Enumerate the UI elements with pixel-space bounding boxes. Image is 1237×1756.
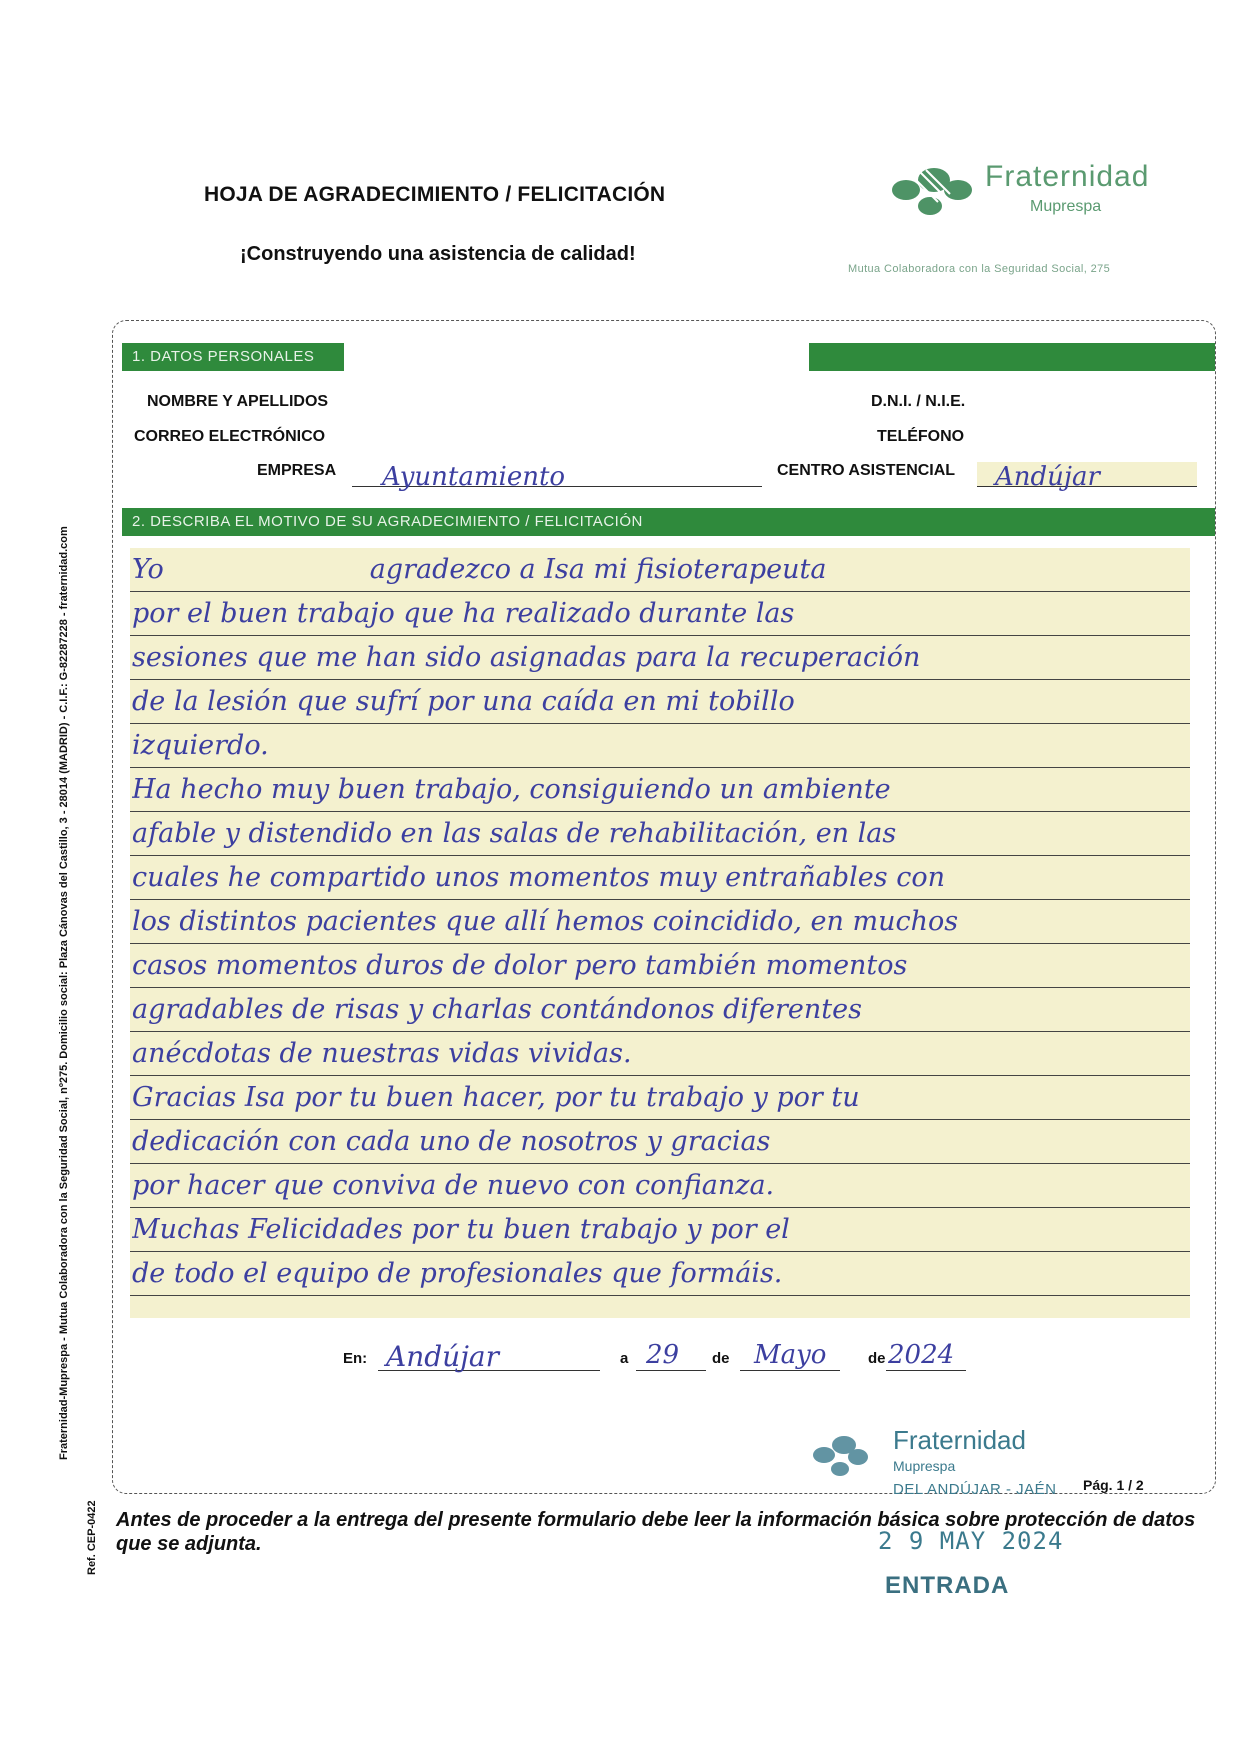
place-value: Andújar [386,1340,499,1373]
center-value: Andújar [995,462,1100,492]
reason-line: por hacer que conviva de nuevo con confianza. [132,1170,775,1201]
label-de-1: de [712,1350,730,1367]
label-a: a [620,1350,629,1367]
day-value: 29 [646,1340,680,1370]
label-en: En: [343,1350,368,1367]
company-value: Ayuntamiento [382,462,566,492]
year-value: 2024 [888,1340,955,1370]
reason-line: izquierdo. [132,730,269,761]
reason-line: agradables de risas y charlas contándonos diferentes [132,994,862,1025]
privacy-notice: Antes de proceder a la entrega del presente formulario debe leer la información básica sobre protección de datos que se adjunta. [116,1509,1196,1555]
stamp-brand: Fraternidad [893,1425,1026,1455]
reason-line: sesiones que me han sido asignadas para la recuperación [132,642,921,673]
reason-text[interactable] [132,548,1192,1296]
brand-tagline: Mutua Colaboradora con la Seguridad Social, 275 [848,263,1111,275]
reason-line: por el buen trabajo que ha realizado durante las [132,598,795,629]
reference-code: Ref. CEP-0422 [86,1500,98,1575]
reason-line: Gracias Isa por tu buen hacer, por tu trabajo y por tu [132,1082,860,1113]
stamp-entrada: ENTRADA [885,1572,1010,1599]
reason-line: cuales he compartido unos momentos muy entrañables con [132,862,945,893]
label-de-2: de [868,1350,886,1367]
legal-side-text: Fraternidad-Muprespa - Mutua Colaboradora con la Seguridad Social, nº275. Domicilio social: Plaza Cánovas del Castillo, 3 - 28014 (MADRID) - C.I.F.: G-82287228 - fraternidad.com [58,526,70,1460]
reason-line: afable y distendido en las salas de rehabilitación, en las [132,818,897,849]
label-name: NOMBRE Y APELLIDOS [147,393,329,410]
reason-line: casos momentos duros de dolor pero también momentos [132,950,908,981]
page-number: Pág. 1 / 2 [1083,1477,1144,1493]
year-field[interactable] [886,1340,966,1371]
place-field[interactable] [378,1340,600,1371]
month-value: Mayo [754,1340,827,1370]
brand-name: Fraternidad [985,160,1150,193]
stamp-logo-icon [808,1425,868,1485]
reason-line: Ha hecho muy buen trabajo, consiguiendo un ambiente [132,774,891,805]
reason-line: dedicación con cada uno de nosotros y gracias [132,1126,771,1157]
label-phone: TELÉFONO [877,428,965,445]
label-dni: D.N.I. / N.I.E. [871,393,966,410]
section-personal-data-header: 1. DATOS PERSONALES [122,343,1215,371]
section-reason-header: 2. DESCRIBA EL MOTIVO DE SU AGRADECIMIENTO / FELICITACIÓN [122,508,1215,536]
stamp-date: 2 9 MAY 2024 [878,1527,1064,1555]
stamp-sub: Muprespa [893,1458,956,1474]
company-field[interactable] [352,462,762,492]
day-field[interactable] [636,1340,706,1371]
reason-line: Yo agradezco a Isa mi fisioterapeuta [132,554,827,585]
fraternidad-logo-icon [884,158,976,218]
label-company: EMPRESA [257,462,337,479]
reason-line: de la lesión que sufrí por una caída en mi tobillo [132,686,795,717]
month-field[interactable] [740,1340,840,1371]
form-title: HOJA DE AGRADECIMIENTO / FELICITACIÓN [204,183,666,206]
center-field[interactable] [977,462,1197,492]
form-slogan: ¡Construyendo una asistencia de calidad! [240,243,636,265]
reason-line: de todo el equipo de profesionales que formáis. [132,1258,783,1289]
brand-sub: Muprespa [1030,198,1102,215]
stamp-office: DEL ANDÚJAR - JAÉN [893,1481,1057,1498]
label-email: CORREO ELECTRÓNICO [134,428,326,445]
reason-line: Muchas Felicidades por tu buen trabajo y por el [132,1214,790,1245]
reason-line: anécdotas de nuestras vidas vividas. [132,1038,632,1069]
reason-line: los distintos pacientes que allí hemos coincidido, en muchos [132,906,959,937]
label-center: CENTRO ASISTENCIAL [777,462,956,479]
redacted-area [344,343,809,371]
